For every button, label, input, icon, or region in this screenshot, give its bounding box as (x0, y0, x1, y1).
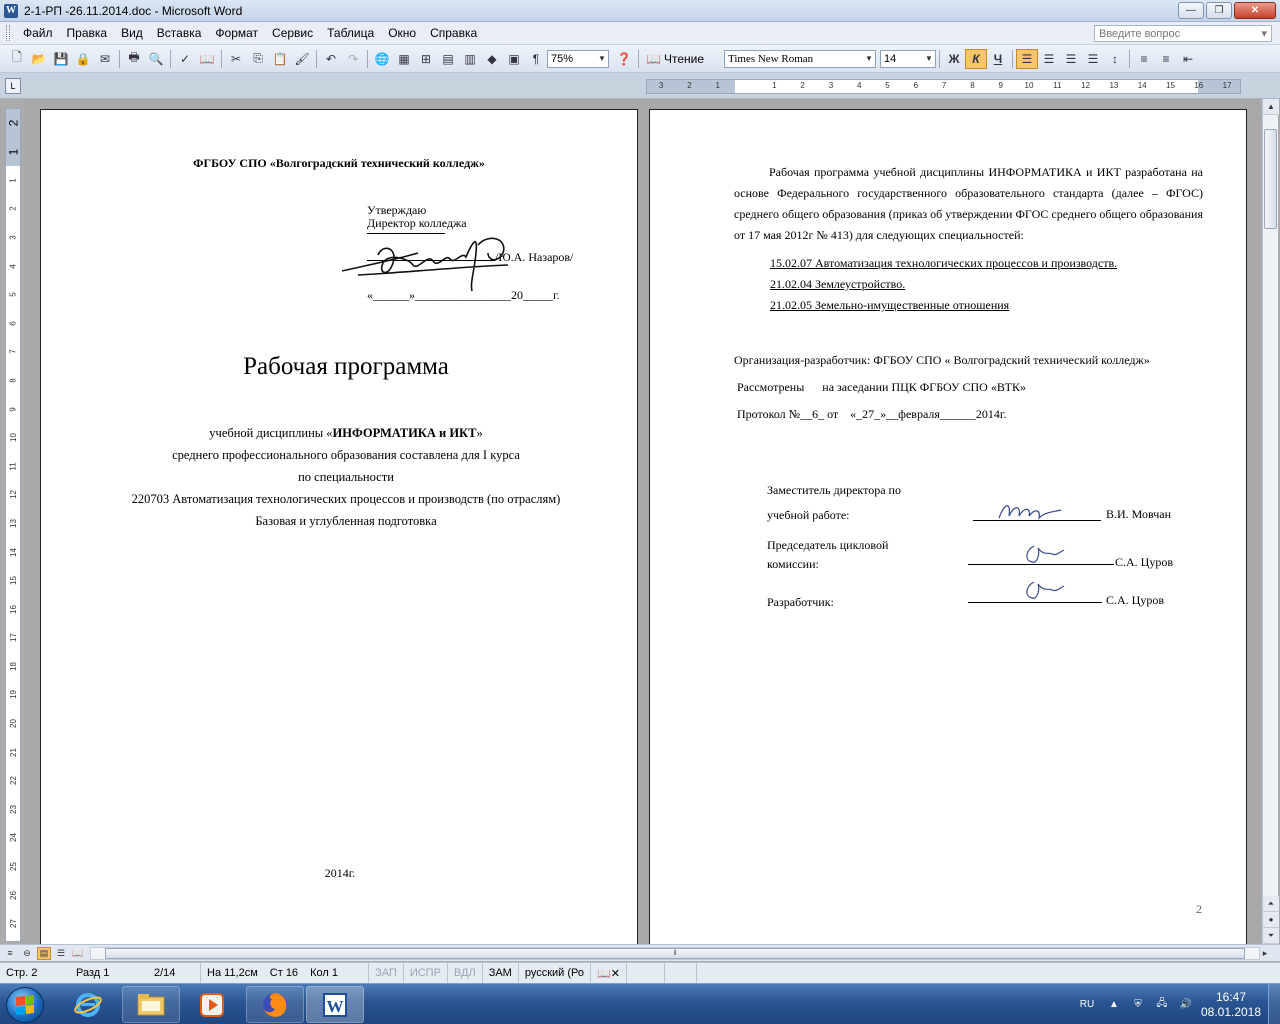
menu-table[interactable]: Таблица (327, 26, 375, 40)
ruler-tick: 9 (998, 81, 1003, 90)
ruler-tick: 4 (8, 263, 18, 269)
formatting-toolbar (0, 45, 1280, 73)
ruler-bar (0, 73, 1280, 99)
ruler-tick: 6 (913, 81, 919, 90)
status-empty-cell (626, 963, 664, 983)
ruler-tick: 1 (8, 178, 18, 183)
ruler-tick: 11 (1053, 81, 1062, 90)
toolbar-separator (170, 50, 171, 68)
clock[interactable] (1198, 990, 1264, 1020)
research-icon[interactable]: 📖 (199, 51, 215, 66)
chevron-down-icon: ▼ (598, 54, 606, 63)
tab-selector-icon[interactable]: L (5, 78, 21, 94)
specialty-name: 220703 Автоматизация технологических процессов и производств (по отраслям) (131, 492, 561, 506)
document-page-2[interactable] (649, 109, 1247, 944)
ruler-tick: 7 (8, 349, 18, 355)
zoom-value: 75% (551, 52, 574, 65)
specialty-label: по специальности (298, 470, 394, 484)
deputy-title-line1: Заместитель директора по (767, 483, 901, 497)
justify-icon[interactable]: ☰ (1087, 51, 1099, 66)
ruler-tick: 16 (8, 604, 18, 614)
align-left-icon[interactable]: ☰ (1016, 49, 1038, 69)
ruler-tick: 8 (8, 378, 18, 383)
font-size-select[interactable] (880, 50, 936, 68)
ruler-tick: 15 (8, 576, 18, 586)
ruler-ticks (6, 166, 20, 938)
status-overtype[interactable]: ЗАМ (482, 963, 518, 983)
drawing-icon[interactable]: ◆ (487, 51, 497, 66)
horizontal-scrollbar[interactable] (90, 947, 1260, 960)
font-name-value: Times New Roman (728, 52, 814, 65)
specialty-item: 15.02.07 Автоматизация технологических процессов и производств. (770, 256, 1118, 270)
numbered-list-icon[interactable]: ≡ (1140, 51, 1148, 66)
status-track-changes[interactable]: ИСПР (403, 963, 447, 983)
media-player-icon[interactable] (186, 986, 238, 1023)
permission-icon[interactable]: 🔒 (75, 51, 91, 66)
browse-object-icon[interactable]: ● (1263, 912, 1279, 928)
menu-help[interactable]: Справка (430, 26, 478, 40)
ruler-tick: 22 (8, 776, 18, 786)
show-hide-icon[interactable]: ¶ (532, 51, 540, 66)
decrease-indent-icon[interactable]: ⇤ (1182, 51, 1194, 66)
ruler-tick: 3 (8, 235, 18, 240)
web-view-icon[interactable]: ⊖ (23, 947, 31, 958)
document-title: Рабочая программа (243, 353, 449, 380)
director-title: Директор колледжа (367, 216, 467, 230)
ruler-tick: 4 (857, 81, 862, 90)
chevron-down-icon: ▼ (925, 54, 933, 63)
ruler-tick: 15 (1166, 81, 1175, 90)
normal-view-icon[interactable]: ≡ (7, 948, 13, 958)
windows-taskbar (0, 983, 1280, 1024)
ruler-tick: 7 (941, 81, 947, 90)
organization-heading: ФГБОУ СПО «Волгоградский технический колледж» (193, 156, 485, 170)
print-layout-icon[interactable]: ▤ (37, 947, 51, 960)
system-tray (1072, 984, 1280, 1024)
ruler-tick: 13 (8, 518, 18, 528)
menu-window[interactable]: Окно (388, 26, 417, 40)
ruler-tick: 1 (6, 148, 20, 156)
open-folder-icon[interactable]: 📂 (31, 51, 47, 66)
protocol-note: Протокол №__6_ от «_27_»__февраля______2014г. (737, 407, 1007, 421)
reading-mode-button[interactable] (642, 52, 708, 66)
toolbar-separator (939, 50, 940, 68)
ruler-tick: 2 (8, 206, 18, 212)
status-bar (0, 962, 1280, 983)
security-alert-icon[interactable]: ⛨ (1134, 999, 1142, 1010)
show-hidden-icons-icon[interactable]: ▲ (1109, 999, 1119, 1010)
spelling-icon[interactable]: ✓ (179, 51, 191, 66)
ruler-tick: 5 (8, 292, 18, 297)
print-preview-icon[interactable]: 🔍 (148, 51, 164, 66)
paste-icon[interactable]: 📋 (272, 51, 288, 66)
ruler-tick: 27 (8, 919, 18, 929)
redo-icon[interactable]: ↷ (347, 51, 359, 66)
ruler-tick: 12 (8, 490, 18, 500)
developer-label: Разработчик: (767, 595, 834, 609)
approval-date-line: «______»________________20_____г. (367, 288, 560, 302)
deputy-title-line2: учебной работе: (767, 508, 850, 522)
status-extend[interactable]: ВДЛ (447, 963, 482, 983)
print-icon[interactable]: 🖶 (128, 50, 140, 64)
ruler-tick: 17 (1222, 81, 1232, 90)
chevron-down-icon: ▼ (865, 54, 873, 63)
underline-button[interactable]: Ч (993, 51, 1003, 66)
book-icon: 📖 (646, 51, 661, 66)
developer-name: С.А. Цуров (1106, 593, 1165, 607)
ruler-tick: 3 (658, 81, 664, 90)
toolbar-separator (1012, 50, 1013, 68)
ruler-tick: 2 (6, 119, 20, 127)
insert-table-icon[interactable]: ⊞ (420, 51, 432, 66)
ruler-ticks (647, 81, 1240, 94)
columns-icon[interactable]: ▥ (464, 51, 476, 66)
undo-icon[interactable]: ↶ (325, 51, 337, 66)
status-empty-cell (696, 963, 728, 983)
scroll-up-icon[interactable]: ▲ (1263, 99, 1279, 115)
line-spacing-icon[interactable]: ↕ (1112, 51, 1118, 66)
internet-explorer-icon[interactable] (62, 986, 114, 1023)
view-bar (0, 944, 1280, 961)
signature-line (968, 602, 1102, 603)
word-doc-icon[interactable]: W (6, 5, 16, 16)
reading-view-icon[interactable]: 📖 (72, 947, 84, 958)
menu-insert[interactable]: Вставка (156, 26, 202, 40)
ruler-top-margin (6, 109, 20, 166)
discipline-name: ИНФОРМАТИКА и ИКТ (332, 426, 477, 440)
help-search-input[interactable] (1094, 25, 1272, 42)
font-toolbar (722, 47, 1201, 71)
align-center-icon[interactable]: ☰ (1043, 51, 1055, 66)
ruler-tick: 25 (8, 862, 18, 871)
windows-logo-icon (16, 995, 34, 1015)
menu-tools[interactable]: Сервис (272, 26, 314, 40)
education-line: среднего профессионального образования составлена для I курса (172, 448, 520, 462)
reviewed-note: Рассмотрены на заседании ПЦК ФГБОУ СПО «ВТК» (737, 380, 1027, 394)
help-icon[interactable]: ❓ (616, 51, 632, 66)
chair-title-line1: Председатель цикловой (767, 538, 889, 552)
window-controls (1178, 2, 1276, 19)
ruler-tick: 2 (800, 81, 805, 90)
discipline-line: учебной дисциплины «ИНФОРМАТИКА и ИКТ» (209, 426, 483, 440)
previous-page-icon[interactable]: ⏶ (1263, 896, 1279, 912)
new-document-icon[interactable]: 🗋 (12, 50, 22, 64)
ruler-tick: 1 (715, 81, 720, 90)
ruler-tick: 2 (687, 81, 692, 90)
reading-mode-label: Чтение (663, 51, 704, 66)
title-bar (0, 0, 1280, 22)
copy-icon[interactable]: ⎘ (253, 51, 263, 65)
ruler-tick: 9 (8, 406, 18, 412)
menu-bar (0, 22, 1280, 45)
ruler-tick: 1 (772, 81, 777, 90)
align-right-icon[interactable]: ☰ (1065, 51, 1077, 66)
status-page: Стр. 2 (6, 967, 38, 979)
menu-format[interactable]: Формат (215, 26, 259, 40)
document-map-icon[interactable]: ▣ (508, 51, 520, 66)
developer-signature-image (1022, 578, 1066, 602)
status-empty-cell (664, 963, 696, 983)
ruler-tick: 17 (8, 633, 18, 643)
toolbar-separator (316, 50, 317, 68)
ruler-tick: 18 (8, 661, 18, 671)
status-section: Разд 1 (76, 967, 110, 979)
help-dropdown-icon[interactable]: ▾ (1261, 28, 1267, 40)
show-desktop-button[interactable] (1268, 984, 1280, 1024)
help-search-placeholder: Введите вопрос (1099, 27, 1181, 40)
ruler-tick: 16 (1194, 81, 1204, 90)
ruler-tick: 11 (8, 462, 18, 471)
director-signature-image (338, 223, 518, 293)
ruler-tick: 19 (8, 690, 18, 700)
ruler-tick: 24 (8, 833, 18, 843)
format-painter-icon[interactable]: 🖌 (294, 51, 310, 66)
scroll-right-icon[interactable]: ▸ (1262, 947, 1268, 958)
status-language[interactable]: русский (Ро (518, 963, 590, 983)
deputy-signature-image (995, 498, 1065, 524)
deputy-name: В.И. Мовчан (1106, 507, 1172, 521)
email-icon[interactable]: ✉ (99, 51, 111, 66)
restore-button[interactable]: ❐ (1206, 2, 1232, 19)
tables-borders-icon[interactable]: ▦ (398, 51, 410, 66)
scroll-thumb[interactable] (1264, 129, 1277, 229)
font-size-value: 14 (884, 52, 897, 65)
ruler-tick: 10 (1024, 81, 1034, 90)
bulleted-list-icon[interactable]: ≡ (1162, 51, 1170, 66)
chair-title-line2: комиссии: (767, 557, 819, 571)
toolbar-separator (367, 50, 368, 68)
ruler-tick: 20 (8, 719, 18, 729)
horizontal-ruler[interactable] (646, 79, 1241, 94)
ruler-tick: 5 (885, 81, 890, 90)
minimize-button[interactable]: — (1178, 2, 1204, 19)
ruler-tick: 21 (8, 747, 18, 757)
clock-time: 16:47 (1215, 989, 1247, 1004)
explorer-folder-icon[interactable] (122, 986, 180, 1023)
ruler-tick (732, 81, 760, 94)
status-position: На 11,2см (200, 963, 264, 983)
insert-excel-icon[interactable]: ▤ (442, 51, 454, 66)
status-pages: 2/14 (154, 967, 176, 979)
menu-file[interactable]: Файл (23, 26, 53, 40)
ruler-tick: 12 (1081, 81, 1091, 90)
volume-icon[interactable]: 🔊 (1179, 999, 1193, 1010)
toolbar-separator (119, 50, 120, 68)
training-level: Базовая и углубленная подготовка (255, 514, 437, 528)
cut-icon[interactable]: ✂ (230, 51, 242, 66)
specialty-item: 21.02.04 Землеустройство. (770, 277, 906, 291)
page-number: 2 (1196, 902, 1202, 916)
ruler-tick: 8 (970, 81, 975, 90)
firefox-icon[interactable] (246, 986, 304, 1023)
network-icon[interactable]: 🖧 (1156, 998, 1168, 1009)
menu-view[interactable]: Вид (121, 26, 143, 40)
toolbar-grip[interactable] (6, 25, 10, 41)
standard-toolbar (4, 47, 710, 71)
outline-view-icon[interactable]: ☰ (56, 947, 66, 958)
developer-organization: Организация-разработчик: ФГБОУ СПО « Волгоградский технический колледж» (734, 353, 1150, 367)
document-workspace[interactable] (24, 99, 1260, 944)
horizontal-scroll-thumb[interactable]: ⦀ (105, 948, 1245, 959)
approve-label: Утверждаю (367, 203, 427, 217)
toolbar-separator (638, 50, 639, 68)
ruler-tick: 14 (1137, 81, 1147, 90)
ruler-tick: 26 (8, 890, 18, 900)
clock-date: 08.01.2018 (1200, 1004, 1262, 1019)
toolbar-separator (221, 50, 222, 68)
next-page-icon[interactable]: ⏷ (1263, 928, 1279, 944)
menu-edit[interactable]: Правка (66, 26, 108, 40)
zoom-select[interactable] (547, 50, 609, 68)
spelling-status-icon[interactable]: 📖✕ (590, 963, 626, 983)
document-year: 2014г. (324, 866, 356, 880)
status-line: Ст 16 (269, 967, 299, 979)
language-indicator[interactable]: RU (1079, 999, 1095, 1010)
ruler-tick: 23 (8, 804, 18, 814)
close-button[interactable]: ✕ (1234, 2, 1276, 19)
chair-signature-image (1022, 542, 1066, 566)
document-description (41, 422, 651, 532)
toolbar-separator (1129, 50, 1130, 68)
ruler-tick: 14 (8, 547, 18, 557)
vertical-scrollbar[interactable] (1262, 99, 1278, 944)
font-name-select[interactable] (724, 50, 876, 68)
chair-name: С.А. Цуров (1115, 555, 1174, 569)
intro-paragraph: Рабочая программа учебной дисциплины ИНФОРМАТИКА и ИКТ разработана на основе Федерального государственного образовательного стандарта (далее – ФГОС) среднего общего образования (приказ об утверждении ФГОС среднего общего образования от 17 мая 2012г № 413) для следующих специальностей: (734, 165, 1203, 242)
director-name: /Ю.А. Назаров/ (495, 250, 574, 264)
hyperlink-icon[interactable]: 🌐 (374, 51, 390, 66)
word-taskbar-icon[interactable] (306, 986, 364, 1023)
bold-button[interactable]: Ж (948, 51, 960, 66)
ruler-tick: 10 (8, 433, 18, 443)
status-record-macro[interactable]: ЗАП (368, 963, 403, 983)
ruler-tick: 6 (8, 321, 18, 326)
ruler-tick: 13 (1109, 81, 1119, 90)
status-column: Кол 1 (310, 967, 338, 979)
ruler-tick: 3 (828, 81, 834, 90)
save-icon[interactable]: 💾 (53, 51, 69, 66)
document-page-1[interactable] (40, 109, 638, 944)
specialty-item: 21.02.05 Земельно-имущественные отношения (770, 298, 1010, 312)
window-title: 2-1-РП -26.11.2014.doc - Microsoft Word (24, 3, 243, 18)
vertical-ruler[interactable] (5, 108, 21, 942)
svg-text:W: W (326, 996, 344, 1016)
italic-button[interactable]: К (965, 49, 987, 69)
start-button[interactable] (6, 987, 44, 1023)
